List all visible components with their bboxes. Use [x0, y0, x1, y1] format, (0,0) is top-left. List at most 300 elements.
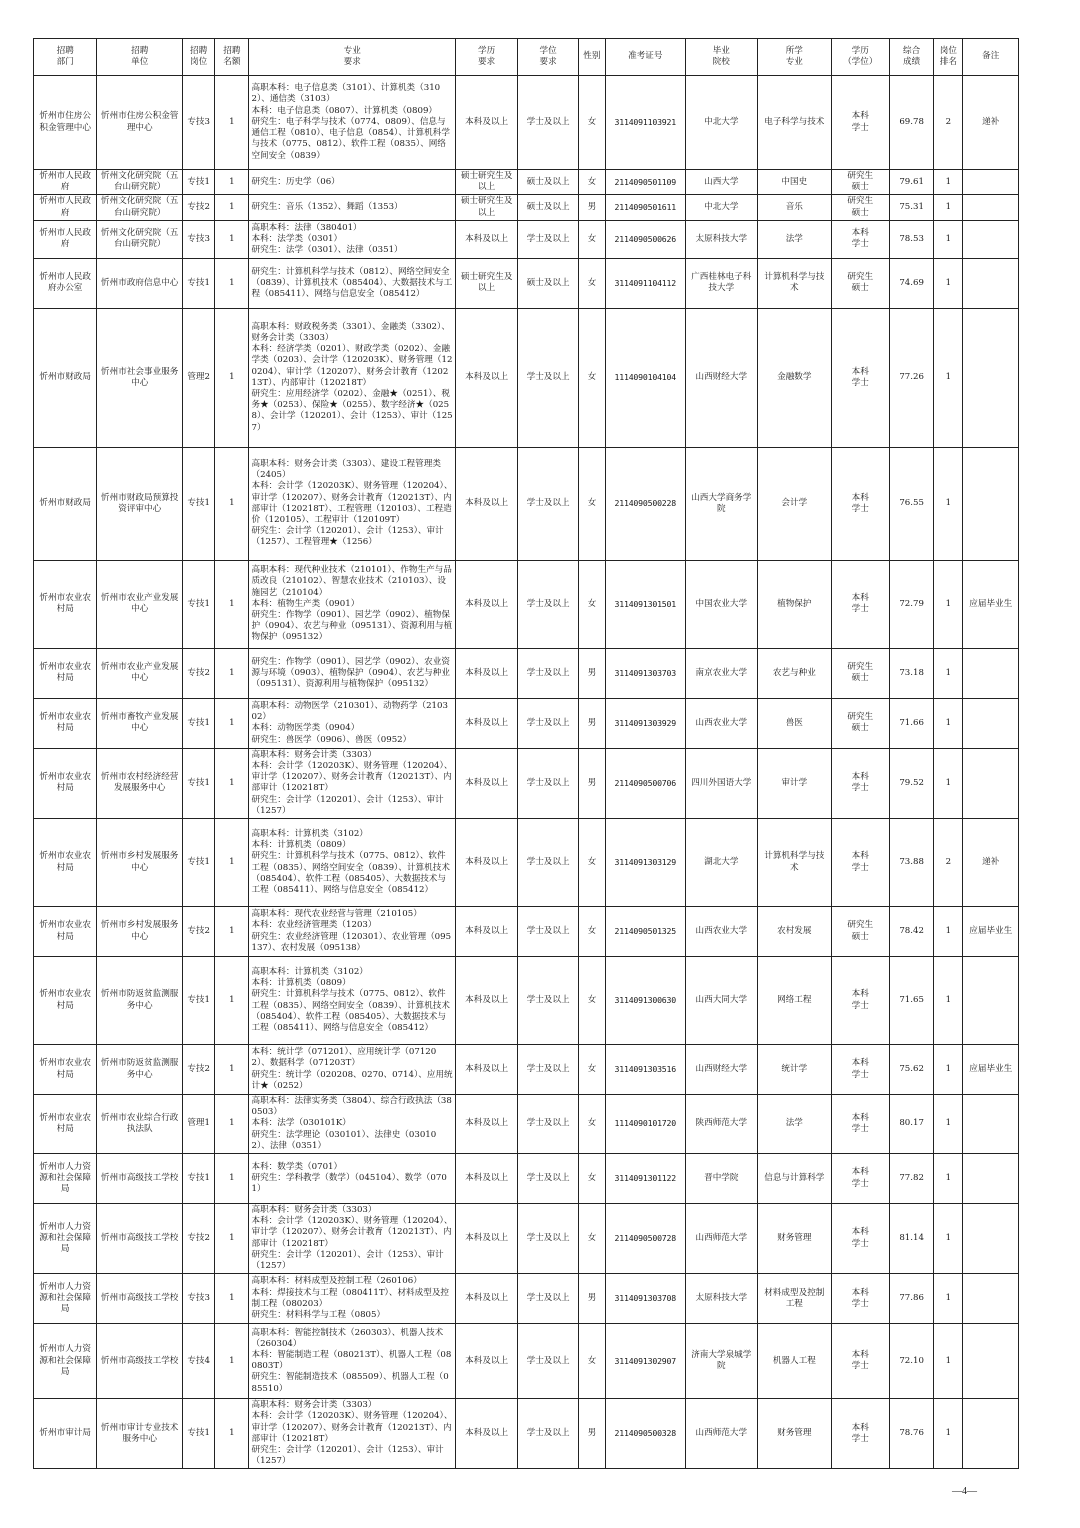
header-gender: 性别 — [578, 39, 605, 76]
cell-exam-no: 2114090500328 — [605, 1399, 685, 1469]
cell-quota: 1 — [215, 1095, 249, 1154]
header-major-req: 专业 要求 — [249, 39, 455, 76]
cell-post: 专技1 — [183, 748, 215, 818]
cell-school: 山西大学 — [685, 170, 758, 195]
cell-rank: 1 — [934, 447, 963, 560]
cell-degree: 本科 学士 — [831, 308, 889, 447]
cell-major-req: 高职本科：财务会计类（3303）、建设工程管理类（2405） 本科：会计学（120203K）、财务管理（120204）、审计学（120207）、财务会计教育（120213T）、内部审计（120218T）、工程管理（120103）、工程造价（120105）、工程审计（120109T） 研究生：会计学（120201）、会计（1253）、审计（1257）、工程管理★（1256） — [249, 447, 455, 560]
cell-score: 74.69 — [889, 258, 933, 308]
cell-note — [963, 1399, 1019, 1469]
cell-gender: 女 — [578, 1045, 605, 1095]
cell-score: 76.55 — [889, 447, 933, 560]
cell-score: 75.31 — [889, 195, 933, 220]
cell-dept: 忻州市农业农村局 — [34, 1095, 97, 1154]
cell-exam-no: 1114090104104 — [605, 308, 685, 447]
cell-unit: 忻州市防返贫监测服务中心 — [97, 957, 183, 1045]
cell-major-req: 本科：数学类（0701） 研究生：学科教学（数学）（045104）、数学（0701） — [249, 1154, 455, 1204]
table-row — [34, 195, 1019, 220]
cell-dept: 忻州市农业农村局 — [34, 698, 97, 748]
cell-note — [963, 1204, 1019, 1274]
cell-unit: 忻州市农业综合行政执法队 — [97, 1095, 183, 1154]
cell-edu-req: 本科及以上 — [455, 76, 517, 170]
cell-unit: 忻州市高级技工学校 — [97, 1274, 183, 1324]
cell-dept: 忻州市财政局 — [34, 308, 97, 447]
cell-rank: 1 — [934, 1399, 963, 1469]
cell-note — [963, 1324, 1019, 1399]
cell-school: 山西财经大学 — [685, 1045, 758, 1095]
header-edu-req: 学历 要求 — [455, 39, 517, 76]
cell-degree: 本科 学士 — [831, 220, 889, 258]
cell-rank: 1 — [934, 1045, 963, 1095]
cell-score: 78.76 — [889, 1399, 933, 1469]
cell-degree-req: 学士及以上 — [518, 1095, 578, 1154]
cell-unit: 忻州市农村经济经营发展服务中心 — [97, 748, 183, 818]
cell-note — [963, 308, 1019, 447]
cell-unit: 忻州市审计专业技术服务中心 — [97, 1399, 183, 1469]
cell-post: 专技3 — [183, 76, 215, 170]
table-row — [34, 698, 1019, 748]
cell-dept: 忻州市农业农村局 — [34, 819, 97, 907]
cell-rank: 1 — [934, 1324, 963, 1399]
cell-major: 网络工程 — [758, 957, 832, 1045]
cell-quota: 1 — [215, 748, 249, 818]
cell-school: 太原科技大学 — [685, 220, 758, 258]
cell-major-req: 高职本科：动物医学（210301）、动物药学（210302） 本科：动物医学类（0904） 研究生：兽医学（0906）、兽医（0952） — [249, 698, 455, 748]
cell-unit: 忻州市乡村发展服务中心 — [97, 907, 183, 957]
cell-degree: 本科 学士 — [831, 1045, 889, 1095]
header-degree: 学历 （学位） — [831, 39, 889, 76]
cell-major-req: 高职本科：财务会计类（3303） 本科：会计学（120203K）、财务管理（120204）、审计学（120207）、财务会计教育（120213T）、内部审计（120218T） 研究生：会计学（120201）、会计（1253）、审计（1257） — [249, 1399, 455, 1469]
cell-degree-req: 学士及以上 — [518, 1274, 578, 1324]
cell-score: 79.52 — [889, 748, 933, 818]
cell-gender: 女 — [578, 76, 605, 170]
cell-quota: 1 — [215, 819, 249, 907]
table-row — [34, 907, 1019, 957]
cell-score: 80.17 — [889, 1095, 933, 1154]
cell-major-req: 研究生：作物学（0901）、园艺学（0902）、农业资源与环境（0903）、植物保护（0904）、农艺与种业（095131）、资源利用与植物保护（095132） — [249, 648, 455, 698]
cell-rank: 1 — [934, 1095, 963, 1154]
cell-post: 专技3 — [183, 220, 215, 258]
cell-quota: 1 — [215, 1324, 249, 1399]
cell-degree-req: 学士及以上 — [518, 447, 578, 560]
cell-score: 71.65 — [889, 957, 933, 1045]
cell-dept: 忻州市农业农村局 — [34, 648, 97, 698]
cell-major-req: 高职本科：现代种业技术（210101）、作物生产与品质改良（210102）、智慧农业技术（210103）、设施园艺（210104） 本科：植物生产类（0901） 研究生：作物学（0901）、园艺学（0902）、植物保护（0904）、农艺与种业（095131）、资源利用与植物保护（095132） — [249, 560, 455, 648]
cell-degree-req: 学士及以上 — [518, 308, 578, 447]
cell-note — [963, 748, 1019, 818]
cell-major-req: 高职本科：法律（380401） 本科：法学类（0301） 研究生：法学（0301）、法律（0351） — [249, 220, 455, 258]
cell-edu-req: 本科及以上 — [455, 1154, 517, 1204]
cell-major-req: 研究生：计算机科学与技术（0812）、网络空间安全（0839）、计算机技术（085404）、大数据技术与工程（085411）、网络与信息安全（085412） — [249, 258, 455, 308]
cell-unit: 忻州文化研究院（五台山研究院） — [97, 220, 183, 258]
cell-post: 管理1 — [183, 1095, 215, 1154]
cell-note: 递补 — [963, 819, 1019, 907]
cell-degree-req: 学士及以上 — [518, 76, 578, 170]
cell-degree: 本科 学士 — [831, 1204, 889, 1274]
cell-quota: 1 — [215, 258, 249, 308]
cell-post: 专技2 — [183, 907, 215, 957]
cell-exam-no: 3114091300630 — [605, 957, 685, 1045]
cell-edu-req: 本科及以上 — [455, 220, 517, 258]
cell-dept: 忻州市农业农村局 — [34, 907, 97, 957]
cell-degree: 研究生 硕士 — [831, 698, 889, 748]
cell-edu-req: 硕士研究生及以上 — [455, 258, 517, 308]
table-row — [34, 560, 1019, 648]
cell-edu-req: 本科及以上 — [455, 1095, 517, 1154]
cell-gender: 男 — [578, 1399, 605, 1469]
cell-dept: 忻州市人民政府 — [34, 170, 97, 195]
cell-gender: 女 — [578, 907, 605, 957]
table-row — [34, 957, 1019, 1045]
cell-major-req: 高职本科：财务会计类（3303） 本科：会计学（120203K）、财务管理（120204）、审计学（120207）、财务会计教育（120213T）、内部审计（120218T） 研究生：会计学（120201）、会计（1253）、审计（1257） — [249, 748, 455, 818]
cell-edu-req: 本科及以上 — [455, 907, 517, 957]
cell-degree: 本科 学士 — [831, 1399, 889, 1469]
cell-gender: 男 — [578, 195, 605, 220]
cell-dept: 忻州市人力资源和社会保障局 — [34, 1154, 97, 1204]
cell-note: 应届毕业生 — [963, 560, 1019, 648]
cell-degree: 本科 学士 — [831, 1324, 889, 1399]
cell-degree: 研究生 硕士 — [831, 907, 889, 957]
table-row — [34, 1204, 1019, 1274]
cell-dept: 忻州市审计局 — [34, 1399, 97, 1469]
cell-score: 79.61 — [889, 170, 933, 195]
cell-major: 中国史 — [758, 170, 832, 195]
cell-exam-no: 3114091303703 — [605, 648, 685, 698]
cell-school: 山西大学商务学院 — [685, 447, 758, 560]
cell-school: 广西桂林电子科技大学 — [685, 258, 758, 308]
cell-quota: 1 — [215, 648, 249, 698]
cell-degree: 本科 学士 — [831, 1274, 889, 1324]
cell-major: 财务管理 — [758, 1399, 832, 1469]
cell-quota: 1 — [215, 1204, 249, 1274]
cell-rank: 1 — [934, 1204, 963, 1274]
cell-gender: 男 — [578, 648, 605, 698]
cell-major: 机器人工程 — [758, 1324, 832, 1399]
cell-dept: 忻州市人民政府 — [34, 195, 97, 220]
header-post: 招聘 岗位 — [183, 39, 215, 76]
cell-school: 晋中学院 — [685, 1154, 758, 1204]
cell-degree: 研究生 硕士 — [831, 258, 889, 308]
header-dept: 招聘 部门 — [34, 39, 97, 76]
cell-quota: 1 — [215, 76, 249, 170]
cell-major: 法学 — [758, 1095, 832, 1154]
cell-exam-no: 2114090500626 — [605, 220, 685, 258]
cell-edu-req: 本科及以上 — [455, 819, 517, 907]
cell-unit: 忻州文化研究院（五台山研究院） — [97, 170, 183, 195]
cell-degree-req: 学士及以上 — [518, 748, 578, 818]
cell-dept: 忻州市农业农村局 — [34, 957, 97, 1045]
table-row — [34, 1045, 1019, 1095]
cell-exam-no: 1114090101720 — [605, 1095, 685, 1154]
cell-post: 管理2 — [183, 308, 215, 447]
cell-degree-req: 硕士及以上 — [518, 170, 578, 195]
cell-unit: 忻州市财政局预算投资评审中心 — [97, 447, 183, 560]
cell-exam-no: 3114091303516 — [605, 1045, 685, 1095]
cell-school: 中北大学 — [685, 195, 758, 220]
cell-gender: 女 — [578, 308, 605, 447]
cell-gender: 男 — [578, 1274, 605, 1324]
cell-score: 81.14 — [889, 1204, 933, 1274]
cell-degree-req: 学士及以上 — [518, 220, 578, 258]
cell-edu-req: 本科及以上 — [455, 560, 517, 648]
cell-rank: 2 — [934, 76, 963, 170]
cell-edu-req: 本科及以上 — [455, 698, 517, 748]
cell-school: 湖北大学 — [685, 819, 758, 907]
cell-degree-req: 学士及以上 — [518, 1324, 578, 1399]
cell-score: 71.66 — [889, 698, 933, 748]
cell-edu-req: 本科及以上 — [455, 1324, 517, 1399]
cell-quota: 1 — [215, 957, 249, 1045]
cell-note: 应届毕业生 — [963, 907, 1019, 957]
cell-note: 递补 — [963, 76, 1019, 170]
cell-rank: 1 — [934, 957, 963, 1045]
cell-major: 会计学 — [758, 447, 832, 560]
cell-edu-req: 本科及以上 — [455, 1274, 517, 1324]
cell-rank: 1 — [934, 648, 963, 698]
cell-exam-no: 3114091303708 — [605, 1274, 685, 1324]
cell-exam-no: 3114091303929 — [605, 698, 685, 748]
cell-score: 73.18 — [889, 648, 933, 698]
cell-rank: 1 — [934, 170, 963, 195]
table-row — [34, 76, 1019, 170]
table-row — [34, 819, 1019, 907]
table-row — [34, 1324, 1019, 1399]
cell-major-req: 高职本科：材料成型及控制工程（260106） 本科：焊接技术与工程（080411T）、材料成型及控制工程（080203） 研究生：材料科学与工程（0805） — [249, 1274, 455, 1324]
cell-score: 73.88 — [889, 819, 933, 907]
cell-score: 69.78 — [889, 76, 933, 170]
cell-unit: 忻州市乡村发展服务中心 — [97, 819, 183, 907]
cell-quota: 1 — [215, 220, 249, 258]
cell-note — [963, 220, 1019, 258]
cell-dept: 忻州市人民政府办公室 — [34, 258, 97, 308]
cell-post: 专技1 — [183, 560, 215, 648]
table-row — [34, 308, 1019, 447]
cell-gender: 女 — [578, 560, 605, 648]
header-note: 备注 — [963, 39, 1019, 76]
cell-school: 四川外国语大学 — [685, 748, 758, 818]
cell-exam-no: 3114091303129 — [605, 819, 685, 907]
cell-dept: 忻州市人力资源和社会保障局 — [34, 1274, 97, 1324]
table-row — [34, 1095, 1019, 1154]
cell-edu-req: 本科及以上 — [455, 1204, 517, 1274]
header-quota: 招聘 名额 — [215, 39, 249, 76]
cell-dept: 忻州市农业农村局 — [34, 748, 97, 818]
cell-school: 陕西师范大学 — [685, 1095, 758, 1154]
cell-major-req: 本科：统计学（071201）、应用统计学（071202）、数据科学（071203T） 研究生：统计学（020208、0270、0714）、应用统计★（0252） — [249, 1045, 455, 1095]
cell-quota: 1 — [215, 560, 249, 648]
cell-quota: 1 — [215, 1154, 249, 1204]
cell-dept: 忻州市人民政府 — [34, 220, 97, 258]
cell-degree-req: 学士及以上 — [518, 1154, 578, 1204]
cell-unit: 忻州文化研究院（五台山研究院） — [97, 195, 183, 220]
cell-post: 专技2 — [183, 195, 215, 220]
table-row — [34, 1399, 1019, 1469]
cell-major: 法学 — [758, 220, 832, 258]
cell-gender: 女 — [578, 447, 605, 560]
cell-major-req: 高职本科：现代农业经营与管理（210105） 本科：农业经济管理类（1203） 研究生：农业经济管理（120301）、农业管理（095137）、农村发展（095138） — [249, 907, 455, 957]
cell-unit: 忻州市住房公积金管理中心 — [97, 76, 183, 170]
cell-unit: 忻州市高级技工学校 — [97, 1154, 183, 1204]
cell-post: 专技1 — [183, 1399, 215, 1469]
cell-gender: 女 — [578, 170, 605, 195]
cell-score: 72.10 — [889, 1324, 933, 1399]
cell-major: 金融数学 — [758, 308, 832, 447]
cell-exam-no: 3114091302907 — [605, 1324, 685, 1399]
cell-degree: 本科 学士 — [831, 560, 889, 648]
cell-edu-req: 硕士研究生及以上 — [455, 170, 517, 195]
cell-dept: 忻州市农业农村局 — [34, 560, 97, 648]
table-row — [34, 447, 1019, 560]
cell-degree-req: 学士及以上 — [518, 1399, 578, 1469]
table-row — [34, 258, 1019, 308]
cell-quota: 1 — [215, 1274, 249, 1324]
cell-gender: 女 — [578, 1095, 605, 1154]
cell-unit: 忻州市政府信息中心 — [97, 258, 183, 308]
cell-unit: 忻州市农业产业发展中心 — [97, 560, 183, 648]
header-school: 毕业 院校 — [685, 39, 758, 76]
cell-edu-req: 硕士研究生及以上 — [455, 195, 517, 220]
cell-exam-no: 3114091104112 — [605, 258, 685, 308]
cell-degree-req: 学士及以上 — [518, 819, 578, 907]
cell-major: 计算机科学与技术 — [758, 258, 832, 308]
cell-major: 兽医 — [758, 698, 832, 748]
results-table — [33, 38, 1019, 1469]
cell-rank: 1 — [934, 258, 963, 308]
cell-note — [963, 195, 1019, 220]
cell-degree-req: 学士及以上 — [518, 957, 578, 1045]
cell-gender: 男 — [578, 698, 605, 748]
cell-rank: 2 — [934, 819, 963, 907]
cell-unit: 忻州市农业产业发展中心 — [97, 648, 183, 698]
cell-post: 专技2 — [183, 1204, 215, 1274]
cell-quota: 1 — [215, 447, 249, 560]
header-degree-req: 学位 要求 — [518, 39, 578, 76]
cell-degree: 本科 学士 — [831, 1154, 889, 1204]
cell-edu-req: 本科及以上 — [455, 1399, 517, 1469]
cell-rank: 1 — [934, 698, 963, 748]
cell-note: 应届毕业生 — [963, 1045, 1019, 1095]
cell-degree: 本科 学士 — [831, 1095, 889, 1154]
cell-post: 专技1 — [183, 698, 215, 748]
cell-major: 电子科学与技术 — [758, 76, 832, 170]
cell-major-req: 高职本科：法律实务类（3804）、综合行政执法（380503） 本科：法学（030101K） 研究生：法学理论（030101）、法律史（030102）、法律（0351） — [249, 1095, 455, 1154]
cell-quota: 1 — [215, 308, 249, 447]
cell-post: 专技1 — [183, 819, 215, 907]
cell-major: 审计学 — [758, 748, 832, 818]
cell-degree: 本科 学士 — [831, 957, 889, 1045]
cell-edu-req: 本科及以上 — [455, 957, 517, 1045]
cell-major-req: 高职本科：智能控制技术（260303）、机器人技术（260304） 本科：智能制造工程（080213T）、机器人工程（080803T） 研究生：智能制造技术（085509）、机器人工程（085510） — [249, 1324, 455, 1399]
cell-major: 信息与计算科学 — [758, 1154, 832, 1204]
cell-degree: 研究生 硕士 — [831, 170, 889, 195]
cell-score: 78.53 — [889, 220, 933, 258]
cell-gender: 女 — [578, 1324, 605, 1399]
table-row — [34, 748, 1019, 818]
cell-quota: 1 — [215, 1399, 249, 1469]
cell-gender: 女 — [578, 957, 605, 1045]
cell-post: 专技3 — [183, 1274, 215, 1324]
header-major: 所学 专业 — [758, 39, 832, 76]
cell-unit: 忻州市防返贫监测服务中心 — [97, 1045, 183, 1095]
cell-rank: 1 — [934, 1154, 963, 1204]
cell-exam-no: 2114090501325 — [605, 907, 685, 957]
cell-exam-no: 2114090500706 — [605, 748, 685, 818]
table-row — [34, 220, 1019, 258]
cell-unit: 忻州市高级技工学校 — [97, 1204, 183, 1274]
table-row — [34, 1154, 1019, 1204]
cell-gender: 女 — [578, 258, 605, 308]
cell-major: 音乐 — [758, 195, 832, 220]
cell-school: 中国农业大学 — [685, 560, 758, 648]
cell-school: 南京农业大学 — [685, 648, 758, 698]
table-row — [34, 170, 1019, 195]
cell-exam-no: 3114091103921 — [605, 76, 685, 170]
cell-major-req: 高职本科：计算机类（3102） 本科：计算机类（0809） 研究生：计算机科学与技术（0775、0812）、软件工程（0835）、网络空间安全（0839）、计算机技术（085404）、软件工程（085405）、大数据技术与工程（085411）、网络与信息安全（085412） — [249, 957, 455, 1045]
cell-major-req: 研究生：历史学（06） — [249, 170, 455, 195]
cell-gender: 女 — [578, 220, 605, 258]
cell-major: 材料成型及控制工程 — [758, 1274, 832, 1324]
cell-quota: 1 — [215, 170, 249, 195]
cell-post: 专技2 — [183, 1045, 215, 1095]
cell-major-req: 高职本科：电子信息类（3101）、计算机类（3102）、通信类（3103） 本科：电子信息类（0807）、计算机类（0809） 研究生：电子科学与技术（0774、0809）、信息与通信工程（0810）、电子信息（0854）、计算机科学与技术（0775、0812）、软件工程（0835）、网络空间安全（0839） — [249, 76, 455, 170]
cell-degree-req: 学士及以上 — [518, 1045, 578, 1095]
cell-degree-req: 硕士及以上 — [518, 258, 578, 308]
cell-school: 山西大同大学 — [685, 957, 758, 1045]
cell-school: 济南大学泉城学院 — [685, 1324, 758, 1399]
cell-major-req: 高职本科：计算机类（3102） 本科：计算机类（0809） 研究生：计算机科学与技术（0775、0812）、软件工程（0835）、网络空间安全（0839）、计算机技术（085404）、软件工程（085405）、大数据技术与工程（085411）、网络与信息安全（085412） — [249, 819, 455, 907]
cell-degree: 本科 学士 — [831, 819, 889, 907]
cell-exam-no: 2114090501109 — [605, 170, 685, 195]
cell-degree-req: 学士及以上 — [518, 698, 578, 748]
cell-rank: 1 — [934, 195, 963, 220]
cell-major: 统计学 — [758, 1045, 832, 1095]
cell-rank: 1 — [934, 907, 963, 957]
cell-degree-req: 学士及以上 — [518, 648, 578, 698]
cell-school: 山西师范大学 — [685, 1399, 758, 1469]
cell-rank: 1 — [934, 1274, 963, 1324]
table-row — [34, 1274, 1019, 1324]
cell-score: 77.86 — [889, 1274, 933, 1324]
cell-score: 77.26 — [889, 308, 933, 447]
cell-rank: 1 — [934, 308, 963, 447]
cell-major-req: 研究生：音乐（1352）、舞蹈（1353） — [249, 195, 455, 220]
cell-unit: 忻州市高级技工学校 — [97, 1324, 183, 1399]
cell-major: 计算机科学与技术 — [758, 819, 832, 907]
cell-degree-req: 硕士及以上 — [518, 195, 578, 220]
cell-note — [963, 698, 1019, 748]
cell-degree: 本科 学士 — [831, 748, 889, 818]
cell-rank: 1 — [934, 560, 963, 648]
cell-gender: 女 — [578, 1204, 605, 1274]
cell-dept: 忻州市农业农村局 — [34, 1045, 97, 1095]
cell-unit: 忻州市畜牧产业发展中心 — [97, 698, 183, 748]
cell-note — [963, 447, 1019, 560]
cell-edu-req: 本科及以上 — [455, 447, 517, 560]
cell-exam-no: 3114091301122 — [605, 1154, 685, 1204]
cell-note — [963, 957, 1019, 1045]
cell-edu-req: 本科及以上 — [455, 1045, 517, 1095]
cell-post: 专技1 — [183, 957, 215, 1045]
cell-note — [963, 170, 1019, 195]
header-rank: 岗位 排名 — [934, 39, 963, 76]
cell-dept: 忻州市人力资源和社会保障局 — [34, 1324, 97, 1399]
cell-edu-req: 本科及以上 — [455, 648, 517, 698]
cell-school: 山西农业大学 — [685, 698, 758, 748]
cell-post: 专技2 — [183, 648, 215, 698]
cell-school: 中北大学 — [685, 76, 758, 170]
cell-degree: 本科 学士 — [831, 447, 889, 560]
cell-score: 78.42 — [889, 907, 933, 957]
